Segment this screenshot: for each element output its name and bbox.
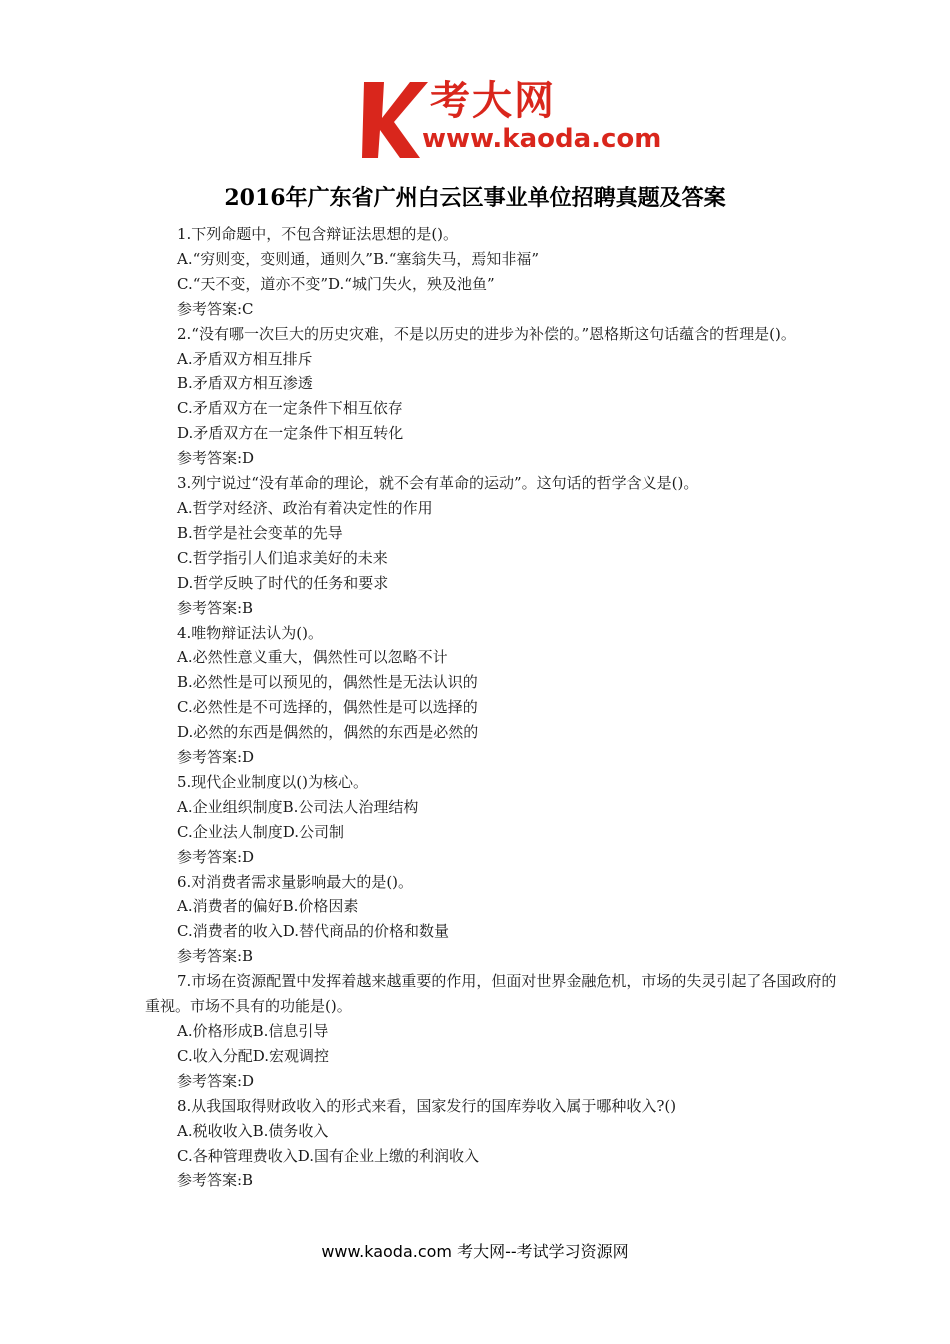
page-title: 2016年广东省广州白云区事业单位招聘真题及答案 xyxy=(224,185,726,211)
answer-line: 参考答案:B xyxy=(177,947,254,966)
option-line: D.矛盾双方在一定条件下相互转化 xyxy=(177,424,404,443)
question-line: 5.现代企业制度以()为核心。 xyxy=(177,772,369,791)
kaoda-logo xyxy=(360,78,680,160)
answer-line: 参考答案:D xyxy=(177,1071,255,1090)
answer-line: 参考答案:B xyxy=(177,1171,254,1190)
option-line: D.哲学反映了时代的任务和要求 xyxy=(177,573,389,592)
option-line: A.价格形成B.信息引导 xyxy=(177,1022,329,1040)
option-line: B.必然性是可以预见的，偶然性是无法认识的 xyxy=(177,673,478,692)
option-line: B.矛盾双方相互渗透 xyxy=(177,374,313,393)
option-line: A.矛盾双方相互排斥 xyxy=(177,349,313,368)
question-line: 4.唯物辩证法认为()。 xyxy=(177,623,324,642)
option-line: A.必然性意义重大，偶然性可以忽略不计 xyxy=(177,648,448,667)
answer-line: 参考答案:D xyxy=(177,748,255,767)
option-line: C.矛盾双方在一定条件下相互依存 xyxy=(177,399,403,418)
page-footer: www.kaoda.com 考大网--考试学习资源网 xyxy=(321,1242,629,1261)
option-line: C.企业法人制度D.公司制 xyxy=(177,822,344,841)
option-line: A.企业组织制度B.公司法人治理结构 xyxy=(177,797,419,816)
option-line: D.必然的东西是偶然的，偶然的东西是必然的 xyxy=(177,723,479,742)
answer-line: 参考答案:B xyxy=(177,598,254,617)
logo-brand-text: 考大网 xyxy=(430,78,556,124)
option-line: B.哲学是社会变革的先导 xyxy=(177,523,343,542)
option-line: A.消费者的偏好B.价格因素 xyxy=(177,897,359,916)
question-body xyxy=(145,222,850,1193)
logo-url-text: www.kaoda.com xyxy=(422,124,662,154)
option-line: C.收入分配D.宏观调控 xyxy=(177,1046,329,1065)
question-line: 2.“没有哪一次巨大的历史灾难，不是以历史的进步为补偿的。”恩格斯这句话蕴含的哲理是()。 xyxy=(177,324,796,343)
option-line: A.“穷则变，变则通，通则久”B.“塞翁失马，焉知非福” xyxy=(177,249,540,268)
k-logo-icon xyxy=(360,78,430,160)
answer-line: 参考答案:D xyxy=(177,847,255,866)
option-line: A.税收收入B.债务收入 xyxy=(177,1121,329,1140)
question-line: 3.列宁说过“没有革命的理论，就不会有革命的运动”。这句话的哲学含义是()。 xyxy=(177,474,699,493)
answer-line: 参考答案:C xyxy=(177,299,254,318)
question-line: 8.从我国取得财政收入的形式来看，国家发行的国库券收入属于哪种收入?() xyxy=(177,1096,677,1115)
question-line: 1.下列命题中，不包含辩证法思想的是()。 xyxy=(177,225,459,243)
question-line: 6.对消费者需求量影响最大的是()。 xyxy=(177,872,414,891)
question-line: 7.市场在资源配置中发挥着越来越重要的作用，但面对世界金融危机，市场的失灵引起了各国政府的重视。市场不具有的功能是()。 xyxy=(145,972,837,1016)
option-line: C.各种管理费收入D.国有企业上缴的利润收入 xyxy=(177,1146,479,1165)
option-line: C.消费者的收入D.替代商品的价格和数量 xyxy=(177,922,449,941)
answer-line: 参考答案:D xyxy=(177,449,255,468)
option-line: A.哲学对经济、政治有着决定性的作用 xyxy=(177,498,433,517)
option-line: C.“天不变，道亦不变”D.“城门失火，殃及池鱼” xyxy=(177,274,495,293)
option-line: C.必然性是不可选择的，偶然性是可以选择的 xyxy=(177,698,478,717)
option-line: C.哲学指引人们追求美好的未来 xyxy=(177,548,388,567)
